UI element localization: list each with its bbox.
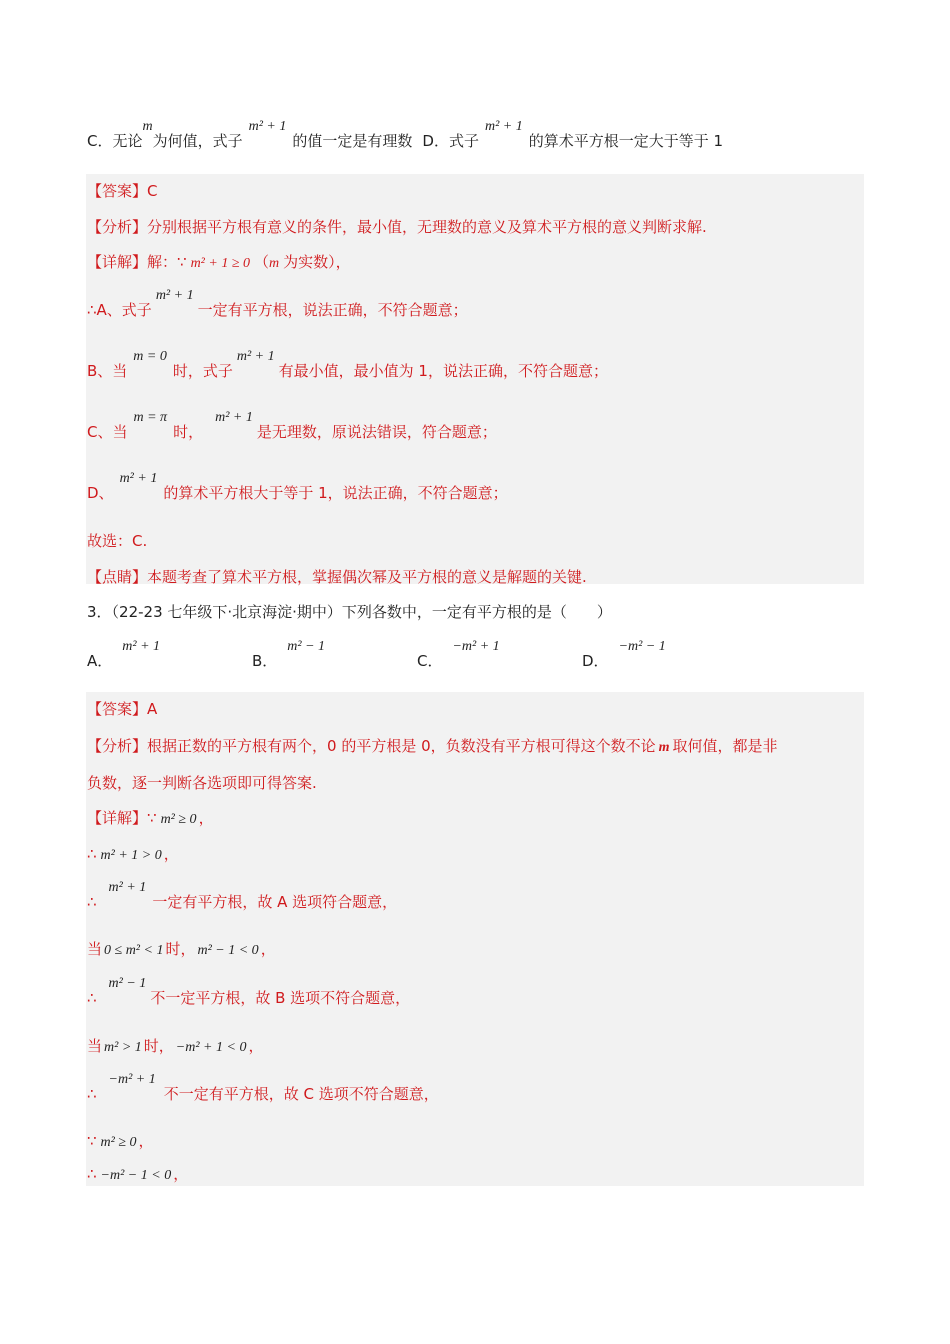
q3-option-c-label: C．	[417, 652, 443, 670]
a3-d2-expr: m² + 1 > 0	[100, 848, 162, 863]
a3-detail-3	[87, 880, 398, 912]
a2-choose: 故选：C.	[87, 532, 148, 550]
a3-detail-9	[87, 1163, 188, 1184]
a3-d9-end: ，	[173, 1165, 189, 1183]
a3-detail-2	[87, 843, 179, 864]
q3-option-d-expr: −m² − 1	[618, 639, 666, 654]
a3-analysis-line1-a: 根据正数的平方根有两个，0 的平方根是 0，负数没有平方根可得这个数不论	[147, 737, 656, 755]
a3-analysis-line2: 负数，逐一判断各选项即可得答案.	[87, 774, 317, 792]
a2-analysis-tag: 【分析】	[87, 218, 148, 236]
a3-d4-expr1: 0 ≤ m² < 1	[104, 943, 164, 958]
a2-answer-value: C	[147, 182, 158, 200]
a2-line-a	[87, 288, 468, 320]
q2-option-c-suffix: 的值一定是有理数	[292, 132, 413, 150]
a3-detail-4	[87, 938, 276, 959]
a3-d6-mid: 时，	[143, 1037, 174, 1055]
a3-d6-expr2: −m² + 1 < 0	[175, 1040, 247, 1055]
a3-d9-sym: ∴	[87, 1165, 97, 1183]
a3-d1-sym: ∵	[147, 809, 157, 827]
a2-detail-expr: m² + 1 ≥ 0	[190, 256, 251, 271]
a3-analysis-m: m	[658, 740, 670, 755]
a3-d5-expr: m² − 1	[108, 976, 147, 991]
a3-d4-end: ，	[260, 940, 276, 958]
a2-detail-paren-rest: 为实数），	[283, 253, 351, 271]
a2-analysis-text: 分别根据平方根有意义的条件，最小值，无理数的意义及算术平方根的意义判断求解.	[147, 218, 707, 236]
a2-line-b-expr: m² + 1	[236, 349, 275, 364]
q3-option-c	[417, 639, 500, 671]
a3-detail-8	[87, 1130, 154, 1151]
a2-line-b-prefix: B、当	[87, 362, 128, 380]
a2-detail-m: m	[269, 256, 280, 271]
a2-line-d-expr: m² + 1	[119, 471, 158, 486]
a3-answer	[87, 698, 157, 719]
a3-analysis-tag: 【分析】	[87, 737, 148, 755]
a3-answer-tag: 【答案】	[87, 700, 148, 718]
a3-analysis-line1-b: 取何值，都是非	[672, 737, 778, 755]
a3-d4-pre: 当	[87, 940, 103, 958]
a2-detail-paren-open: （	[254, 253, 270, 271]
q3-option-b-label: B．	[252, 652, 278, 670]
q3-option-b	[252, 639, 326, 671]
q2-option-c-expr: m² + 1	[248, 119, 287, 134]
a2-answer	[87, 180, 158, 201]
a2-line-a-suffix: 一定有平方根，说法正确，不符合题意；	[197, 301, 468, 319]
a3-d3-sym: ∴	[87, 893, 97, 911]
a3-d1-end: ，	[198, 809, 214, 827]
a3-d7-sym: ∴	[87, 1085, 97, 1103]
a2-detail-head: 解：∵	[147, 253, 187, 271]
q2-option-d-suffix: 的算术平方根一定大于等于 1	[528, 132, 724, 150]
a3-detail-1	[87, 807, 214, 828]
q3-option-b-expr: m² − 1	[287, 639, 326, 654]
a3-d3-expr: m² + 1	[108, 880, 147, 895]
q3-option-a	[87, 639, 161, 671]
a2-line-b-suffix: 有最小值，最小值为 1，说法正确，不符合题意；	[278, 362, 608, 380]
a2-analysis	[87, 216, 707, 237]
q2-options-line	[87, 119, 724, 151]
q3-option-d-label: D．	[582, 652, 609, 670]
a2-line-d-prefix: D、	[87, 484, 114, 502]
a2-line-a-prefix: ∴A、式子	[87, 301, 152, 319]
a3-detail-5	[87, 976, 411, 1008]
a3-d4-mid: 时，	[165, 940, 196, 958]
a3-d2-sym: ∴	[87, 845, 97, 863]
a3-d5-sym: ∴	[87, 989, 97, 1007]
a2-line-d	[87, 471, 508, 503]
a2-line-c-expr: m² + 1	[215, 410, 253, 425]
q2-option-c-mid: 为何值，式子	[152, 132, 243, 150]
a2-line-d-suffix: 的算术平方根大于等于 1，说法正确，不符合题意；	[163, 484, 508, 502]
a3-d7-expr: −m² + 1	[108, 1072, 156, 1087]
a2-detail-tag: 【详解】	[87, 253, 148, 271]
a3-d6-expr1: m² > 1	[104, 1040, 142, 1055]
a3-d3-text: 一定有平方根，故 A 选项符合题意，	[152, 893, 398, 911]
q3-option-c-expr: −m² + 1	[452, 639, 500, 654]
q2-option-c-var: m	[142, 119, 153, 134]
a3-detail-6	[87, 1035, 263, 1056]
a3-d9-expr: −m² − 1 < 0	[100, 1168, 172, 1183]
a2-line-b-mid: 时，式子	[172, 362, 233, 380]
q2-option-d-expr: m² + 1	[484, 119, 523, 134]
a2-line-c-suffix: 是无理数，原说法错误，符合题意；	[256, 423, 497, 441]
a3-d8-end: ，	[138, 1132, 154, 1150]
a3-d6-end: ，	[248, 1037, 264, 1055]
q3-option-a-label: A．	[87, 652, 113, 670]
a2-line-c-mid: 时，	[173, 423, 204, 441]
a2-detail	[87, 251, 351, 272]
a2-comment-tag: 【点睛】	[87, 568, 148, 586]
a3-detail-tag: 【详解】	[87, 809, 148, 827]
a2-line-c-prefix: C、当	[87, 423, 128, 441]
a2-line-c	[87, 410, 497, 442]
q3-title: 3．（22-23 七年级下·北京海淀·期中）下列各数中，一定有平方根的是（ ）	[87, 603, 612, 621]
a3-d8-expr: m² ≥ 0	[100, 1135, 137, 1150]
q2-option-d-prefix: D．式子	[422, 132, 479, 150]
a2-line-b	[87, 349, 608, 381]
q2-option-c-prefix: C．无论	[87, 132, 143, 150]
a3-d4-expr2: m² − 1 < 0	[197, 943, 259, 958]
a2-line-c-cond: m = π	[133, 410, 168, 425]
q3-option-d	[582, 639, 666, 671]
a3-d1-expr: m² ≥ 0	[160, 812, 197, 827]
a2-answer-tag: 【答案】	[87, 182, 148, 200]
a2-comment	[87, 566, 587, 587]
a3-d8-sym: ∵	[87, 1132, 97, 1150]
a2-comment-text: 本题考查了算术平方根，掌握偶次幂及平方根的意义是解题的关键.	[147, 568, 587, 586]
a2-line-b-cond: m = 0	[133, 349, 167, 364]
a2-line-a-expr: m² + 1	[155, 288, 194, 303]
a3-analysis-line1	[87, 735, 778, 756]
a3-d2-end: ，	[163, 845, 179, 863]
q3-option-a-expr: m² + 1	[122, 639, 161, 654]
a3-detail-7	[87, 1072, 439, 1104]
a3-d6-pre: 当	[87, 1037, 103, 1055]
a3-d7-text: 不一定有平方根，故 C 选项不符合题意，	[163, 1085, 439, 1103]
a3-answer-value: A	[147, 700, 158, 718]
a3-d5-text: 不一定平方根，故 B 选项不符合题意，	[150, 989, 411, 1007]
